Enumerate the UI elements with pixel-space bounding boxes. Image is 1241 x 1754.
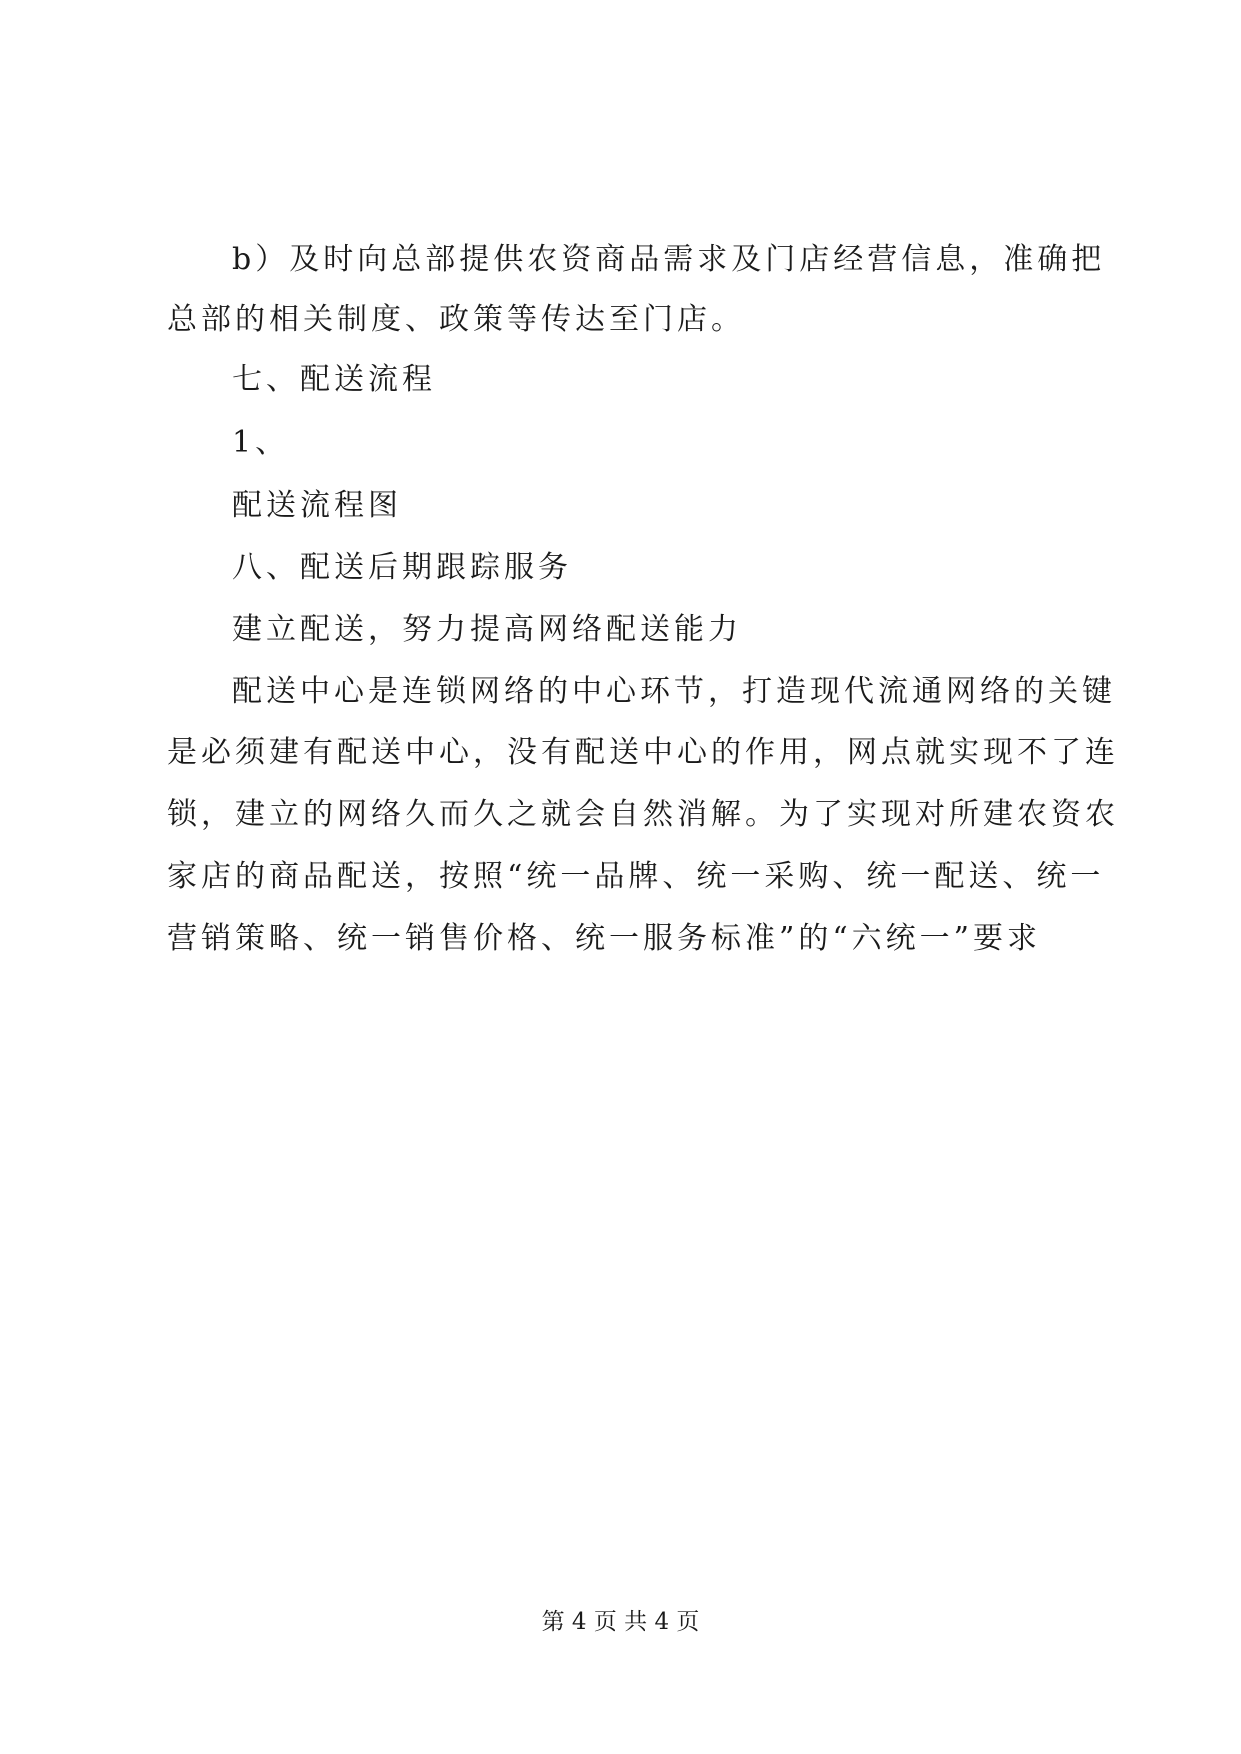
body-line-5: 营销策略、统一销售价格、统一服务标准”的“六统一”要求 bbox=[167, 921, 1042, 956]
paragraph-line-2: 总部的相关制度、政策等传达至门店。 bbox=[167, 302, 745, 337]
list-number-1: 1、 bbox=[232, 425, 290, 460]
flowchart-caption: 配送流程图 bbox=[232, 488, 402, 523]
body-line-1: 配送中心是连锁网络的中心环节，打造现代流通网络的关键 bbox=[232, 674, 1116, 709]
section-heading-7: 七、配送流程 bbox=[232, 362, 436, 397]
subheading: 建立配送，努力提高网络配送能力 bbox=[232, 612, 742, 647]
body-line-4: 家店的商品配送，按照“统一品牌、统一采购、统一配送、统一 bbox=[167, 859, 1105, 894]
body-line-2: 是必须建有配送中心，没有配送中心的作用，网点就实现不了连 bbox=[167, 735, 1119, 770]
page-number: 第 4 页 共 4 页 bbox=[541, 1609, 700, 1635]
paragraph-line-1: b）及时向总部提供农资商品需求及门店经营信息，准确把 bbox=[232, 242, 1106, 277]
page-footer bbox=[0, 1606, 1241, 1638]
body-line-3: 锁，建立的网络久而久之就会自然消解。为了实现对所建农资农 bbox=[167, 797, 1119, 832]
section-heading-8: 八、配送后期跟踪服务 bbox=[232, 550, 572, 585]
